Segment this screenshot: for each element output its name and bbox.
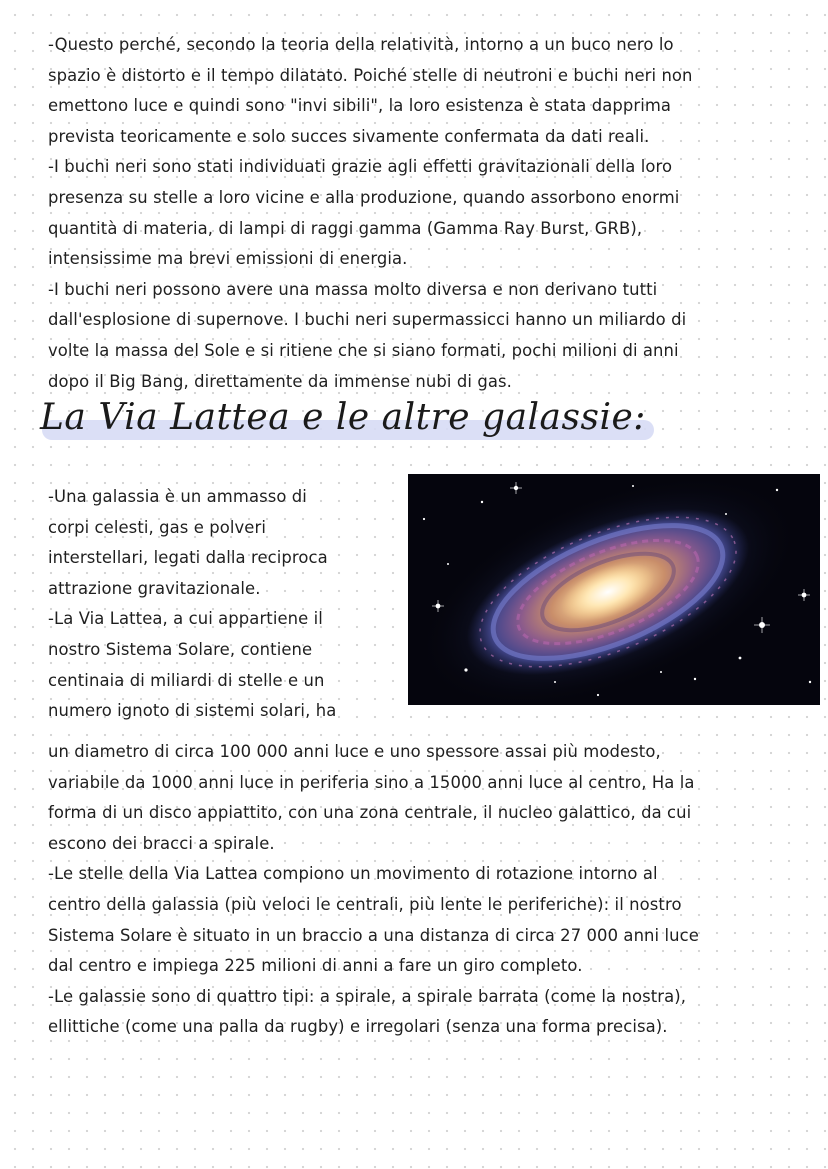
text-line: un diametro di circa 100 000 anni luce e uno spessore assai più modesto, [48, 742, 661, 761]
section-heading-wrap [40, 394, 646, 442]
text-line: escono dei bracci a spirale. [48, 833, 275, 853]
text-line: prevista teoricamente e solo succes sivamente confermata da dati reali. [48, 126, 650, 146]
galaxy-intro-paragraph [48, 482, 336, 727]
spiral-galaxy-image [408, 474, 820, 705]
milky-way-paragraph [48, 737, 699, 1043]
text-line: -Questo perché, secondo la teoria della relatività, intorno a un buco nero lo [48, 35, 674, 54]
black-holes-paragraph [48, 30, 693, 397]
text-line: interstellari, legati dalla reciproca [48, 548, 328, 568]
text-line: volte la massa del Sole e si ritiene che si siano formati, pochi milioni di anni [48, 340, 679, 360]
text-line: -I buchi neri sono stati individuati grazie agli effetti gravitazionali della loro [48, 157, 673, 177]
text-line: dal centro e impiega 225 milioni di anni a fare un giro completo. [48, 956, 583, 976]
text-line: numero ignoto di sistemi solari, ha [48, 701, 337, 721]
text-line: dopo il Big Bang, direttamente da immense nubi di gas. [48, 371, 512, 391]
text-line: nostro Sistema Solare, contiene [48, 639, 313, 659]
text-line: centinaia di miliardi di stelle e un [48, 670, 325, 690]
text-line: presenza su stelle a loro vicine e alla produzione, quando assorbono enormi [48, 187, 680, 207]
text-line: -Le stelle della Via Lattea compiono un movimento di rotazione intorno al [48, 864, 658, 884]
text-line: spazio è distorto e il tempo dilatato. Poiché stelle di neutroni e buchi neri non [48, 65, 693, 85]
text-line: -Una galassia è un ammasso di [48, 487, 307, 506]
text-line: -I buchi neri possono avere una massa molto diversa e non derivano tutti [48, 279, 658, 299]
text-line: centro della galassia (più veloci le centrali, più lente le periferiche): il nostro [48, 894, 682, 914]
text-line: ellittiche (come una palla da rugby) e irregolari (senza una forma precisa). [48, 1017, 668, 1037]
text-line: corpi celesti, gas e polveri [48, 517, 266, 537]
text-line: emettono luce e quindi sono "invi sibili", la loro esistenza è stata dapprima [48, 96, 672, 116]
text-line: intensissime ma brevi emissioni di energia. [48, 249, 408, 269]
text-line: -Le galassie sono di quattro tipi: a spirale, a spirale barrata (come la nostra), [48, 986, 687, 1006]
text-line: -La Via Lattea, a cui appartiene il [48, 609, 323, 629]
text-line: forma di un disco appiattito, con una zona centrale, il nucleo galattico, da cui [48, 803, 692, 823]
text-line: attrazione gravitazionale. [48, 578, 261, 598]
text-line: quantità di materia, di lampi di raggi gamma (Gamma Ray Burst, GRB), [48, 218, 643, 238]
spiral-galaxy-icon [408, 474, 820, 705]
section-heading: La Via Lattea e le altre galassie: [40, 397, 646, 438]
text-line: variabile da 1000 anni luce in periferia sino a 15000 anni luce al centro, Ha la [48, 772, 695, 792]
text-line: dall'esplosione di supernove. I buchi neri supermassicci hanno un miliardo di [48, 310, 687, 330]
text-line: Sistema Solare è situato in un braccio a una distanza di circa 27 000 anni luce [48, 925, 699, 945]
